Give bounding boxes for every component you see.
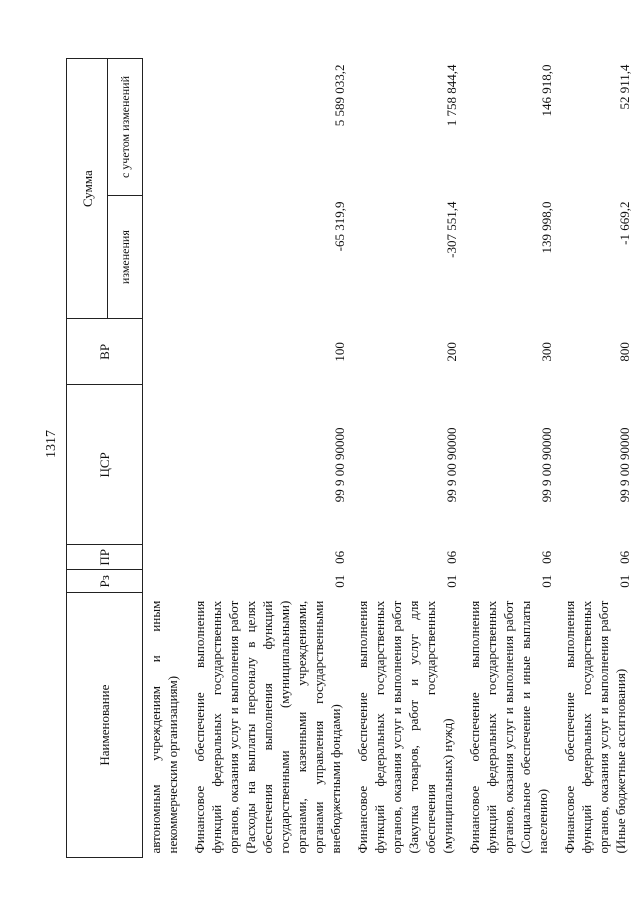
row-with-changes: 1 758 844,4 <box>444 64 459 127</box>
header-vr: ВР <box>67 319 143 385</box>
header-sum: Сумма <box>67 59 108 319</box>
row-pr: 06 <box>444 550 459 564</box>
row-csr: 99 9 00 90000 <box>444 427 459 503</box>
row-csr <box>143 385 188 545</box>
row-vr: 800 <box>617 342 632 362</box>
row-changes: -1 669,2 <box>617 201 632 245</box>
row-rz <box>143 570 188 593</box>
row-with-changes: 146 918,0 <box>539 64 554 117</box>
budget-table-container <box>66 58 632 858</box>
row-with-changes: 52 911,4 <box>617 64 632 110</box>
header-with-changes: с учетом изменений <box>108 59 143 196</box>
table-row <box>143 59 188 858</box>
row-pr: 06 <box>539 550 554 564</box>
row-name: Финансовое обеспечение выполнения функций федеральных государственных органов, оказания услуг и выполнения работ (Социальное обеспечение и иные выплаты населению) <box>467 600 550 854</box>
row-pr <box>143 545 188 570</box>
row-rz: 01 <box>444 574 459 588</box>
row-with-changes <box>143 59 188 196</box>
row-name: Финансовое обеспечение выполнения функций федеральных государственных органов, оказания услуг и выполнения работ (Закупка товаров, работ и услуг для обеспечения государственных (муниципальных) нужд) <box>355 600 455 854</box>
header-pr: ПР <box>67 545 143 570</box>
row-vr: 300 <box>539 342 554 362</box>
row-vr: 100 <box>332 342 347 362</box>
row-rz: 01 <box>617 574 632 588</box>
table-row <box>557 59 635 858</box>
table-row <box>187 59 350 858</box>
row-changes: 139 998,0 <box>539 201 554 254</box>
row-pr: 06 <box>617 550 632 564</box>
row-pr: 06 <box>332 550 347 564</box>
row-name: Финансовое обеспечение выполнения функций федеральных государственных органов, оказания услуг и выполнения работ (Расходы на выплаты персоналу в целях обеспечения выполнения функций государственными (муниципальными) органами, казенными учреждениями, органами управления государственными внебюджетными фондами) <box>192 600 343 854</box>
header-name: Наименование <box>67 593 143 858</box>
row-changes: -65 319,9 <box>332 201 347 252</box>
table-row <box>462 59 557 858</box>
header-csr: ЦСР <box>67 385 143 545</box>
header-changes: изменения <box>108 196 143 319</box>
page-number: 1317 <box>44 430 59 458</box>
row-rz: 01 <box>332 574 347 588</box>
row-csr: 99 9 00 90000 <box>332 427 347 503</box>
row-csr: 99 9 00 90000 <box>539 427 554 503</box>
row-with-changes: 5 589 033,2 <box>332 64 347 127</box>
row-changes <box>143 196 188 319</box>
row-vr <box>143 319 188 385</box>
header-rz: Рз <box>67 570 143 593</box>
row-csr: 99 9 00 90000 <box>617 427 632 503</box>
row-changes: -307 551,4 <box>444 201 459 258</box>
row-rz: 01 <box>539 574 554 588</box>
row-name: автономным учреждениям и иным некоммерческим организациям) <box>148 600 180 854</box>
budget-table <box>66 58 635 858</box>
row-vr: 200 <box>444 342 459 362</box>
row-name: Финансовое обеспечение выполнения функций федеральных государственных органов, оказания услуг и выполнения работ (Иные бюджетные ассигнования) <box>562 600 628 854</box>
table-row <box>350 59 462 858</box>
